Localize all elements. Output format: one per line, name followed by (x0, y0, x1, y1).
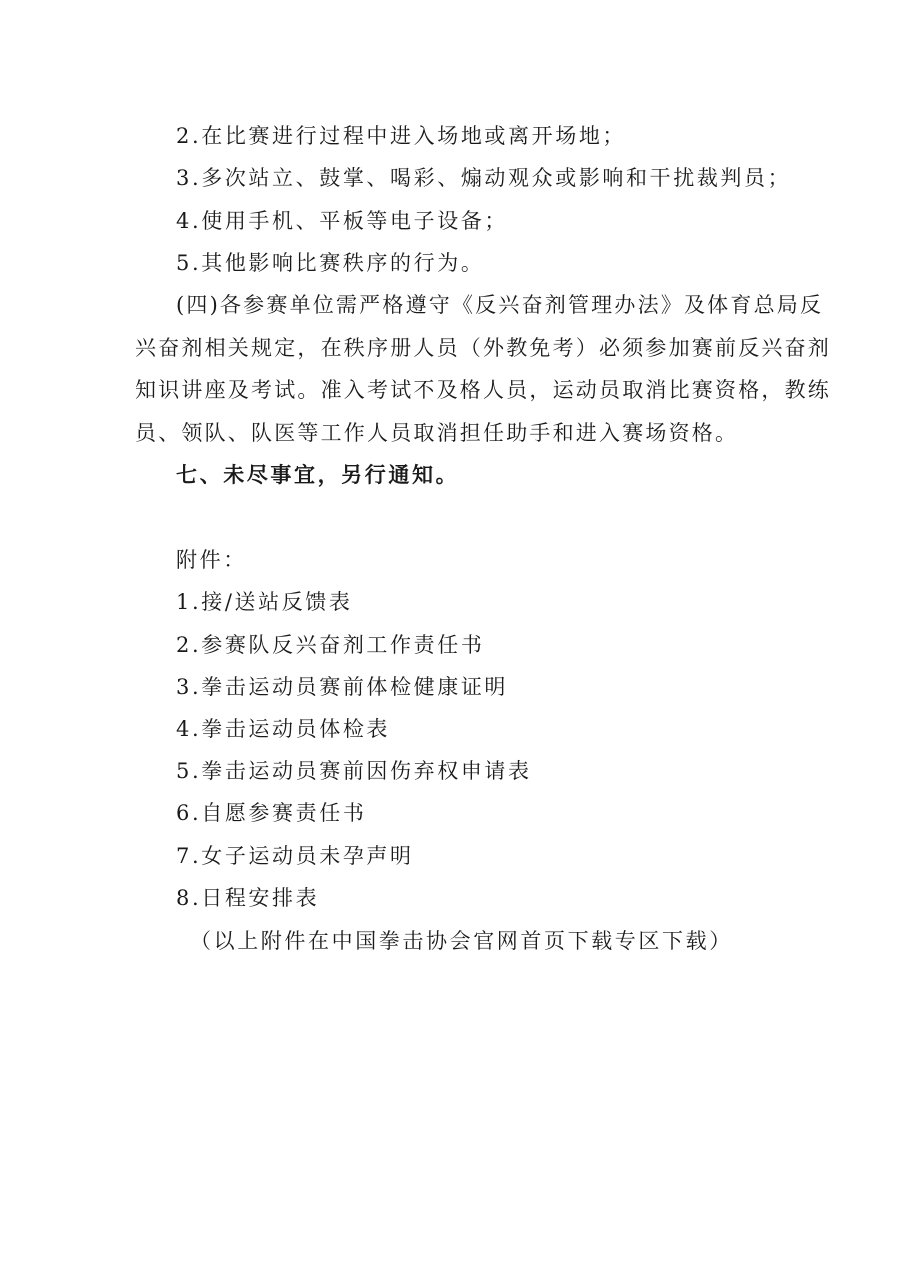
attachments-heading: 附件： (176, 548, 247, 572)
paragraph-four-line-1: (四)各参赛单位需严格遵守《反兴奋剂管理办法》及体育总局反 (176, 293, 824, 317)
attachment-item-7: 7.女子运动员未孕声明 (176, 844, 414, 868)
paragraph-four-line-2: 兴奋剂相关规定，在秩序册人员（外教免考）必须参加赛前反兴奋剂 (135, 336, 831, 360)
attachment-item-5: 5.拳击运动员赛前因伤弃权申请表 (176, 759, 532, 783)
list-item-5: 5.其他影响比赛秩序的行为。 (176, 251, 485, 275)
paragraph-four-line-3: 知识讲座及考试。准入考试不及格人员，运动员取消比赛资格，教练 (135, 378, 831, 402)
attachment-item-1: 1.接/送站反馈表 (176, 590, 353, 614)
list-item-4: 4.使用手机、平板等电子设备； (176, 209, 509, 233)
attachment-item-2: 2.参赛队反兴奋剂工作责任书 (176, 633, 485, 657)
attachment-item-6: 6.自愿参赛责任书 (176, 801, 367, 825)
attachment-item-4: 4.拳击运动员体检表 (176, 717, 391, 741)
attachments-note: （以上附件在中国拳击协会官网首页下载专区下载） (190, 929, 733, 953)
attachment-item-8: 8.日程安排表 (176, 886, 320, 910)
paragraph-four-line-4: 员、领队、队医等工作人员取消担任助手和进入赛场资格。 (135, 421, 739, 445)
list-item-2: 2.在比赛进行过程中进入场地或离开场地； (176, 124, 627, 148)
section-seven: 七、未尽事宜，另行通知。 (176, 462, 460, 487)
attachment-item-3: 3.拳击运动员赛前体检健康证明 (176, 675, 509, 699)
list-item-3: 3.多次站立、鼓掌、喝彩、煽动观众或影响和干扰裁判员； (176, 166, 792, 190)
